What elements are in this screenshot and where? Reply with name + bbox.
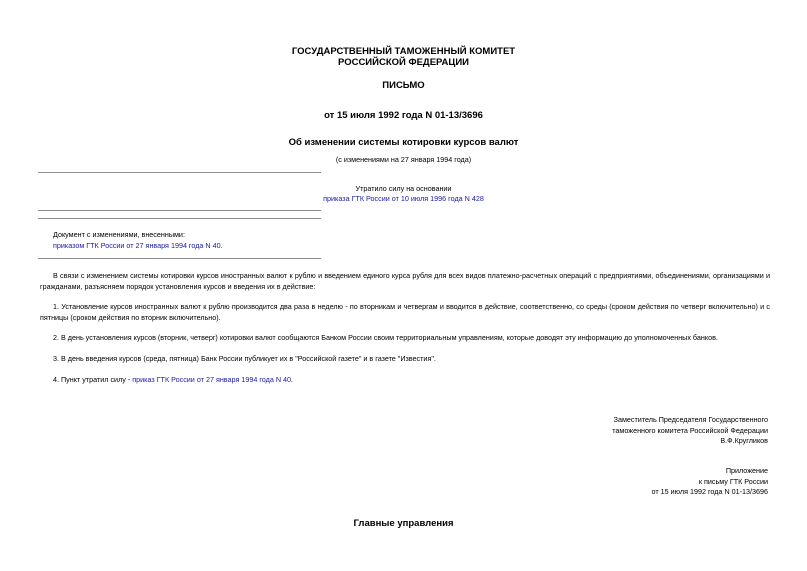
intro-paragraph bbox=[40, 271, 770, 292]
status-label: Утратило силу на основании bbox=[355, 184, 452, 193]
signature-line1: Заместитель Председателя Государственного bbox=[613, 415, 768, 424]
intro-text: В связи с изменением системы котировки курсов иностранных валют к рублю и введением единого курса рубля для всех видов платежно-расчетных операций с предприятиями, объединениями, организациями и гражданами, разъясняем порядок установления курсов и введения их в действие: bbox=[40, 271, 770, 291]
status-block bbox=[0, 194, 807, 204]
changes-label: Документ с изменениями, внесенными: bbox=[53, 230, 185, 239]
paragraph-4-prefix: 4. Пункт утратил силу - bbox=[53, 375, 133, 384]
paragraph-2 bbox=[40, 333, 770, 344]
status-order-link[interactable]: приказа ГТК России от 10 июля 1996 года N 428 bbox=[323, 194, 484, 203]
paragraph-4-suffix: . bbox=[291, 375, 294, 384]
appendix-block bbox=[652, 466, 768, 498]
changes-block bbox=[53, 241, 223, 251]
appendix-line3: от 15 июля 1992 года N 01-13/3696 bbox=[651, 487, 768, 496]
paragraph-1-text: 1. Установление курсов иностранных валют к рублю производится два раза в неделю - по вторникам и четвергам и вводится в действие, соответственно, со среды (сроком действия по четверг включительно) и с пятницы (сроком действия по вторник включительно). bbox=[40, 302, 770, 322]
changes-order-link[interactable]: приказом ГТК России от 27 января 1994 года N 40 bbox=[53, 241, 221, 250]
paragraph-1 bbox=[40, 302, 770, 323]
paragraph-4 bbox=[40, 375, 770, 386]
appendix-line2: к письму ГТК России bbox=[698, 476, 768, 486]
appendix-line1: Приложение bbox=[725, 466, 768, 475]
amendment-note: (с изменениями на 27 января 1994 года) bbox=[335, 155, 472, 164]
document-type: ПИСЬМО bbox=[382, 80, 425, 91]
signature-name: В.Ф.Кругликов bbox=[720, 436, 768, 445]
paragraph-4-link[interactable]: приказ ГТК России от 27 января 1994 года N 40 bbox=[132, 375, 292, 384]
divider bbox=[38, 210, 321, 211]
paragraph-3-text: 3. В день введения курсов (среда, пятница) Банк России публикует их в "Российской газете" и в газете "Известия". bbox=[53, 354, 436, 363]
divider bbox=[38, 172, 321, 173]
section-title: Главные управления bbox=[353, 518, 454, 529]
divider bbox=[38, 218, 321, 219]
paragraph-2-text: 2. В день установления курсов (вторник, четверг) котировки валют сообщаются Банком России своим территориальным управлениям, которые доводят эту информацию до уполномоченных банков. bbox=[53, 333, 718, 342]
document-title: Об изменении системы котировки курсов валют bbox=[288, 137, 519, 148]
paragraph-3 bbox=[40, 354, 770, 365]
divider bbox=[38, 258, 321, 259]
org-name-line1: ГОСУДАРСТВЕННЫЙ ТАМОЖЕННЫЙ КОМИТЕТ bbox=[291, 46, 516, 57]
changes-suffix: . bbox=[220, 241, 223, 250]
org-name-line2: РОССИЙСКОЙ ФЕДЕРАЦИИ bbox=[337, 57, 469, 68]
signature-block bbox=[612, 415, 768, 447]
document-date-number: от 15 июля 1992 года N 01-13/3696 bbox=[324, 110, 483, 121]
signature-line2: таможенного комитета Российской Федерации bbox=[612, 425, 768, 435]
